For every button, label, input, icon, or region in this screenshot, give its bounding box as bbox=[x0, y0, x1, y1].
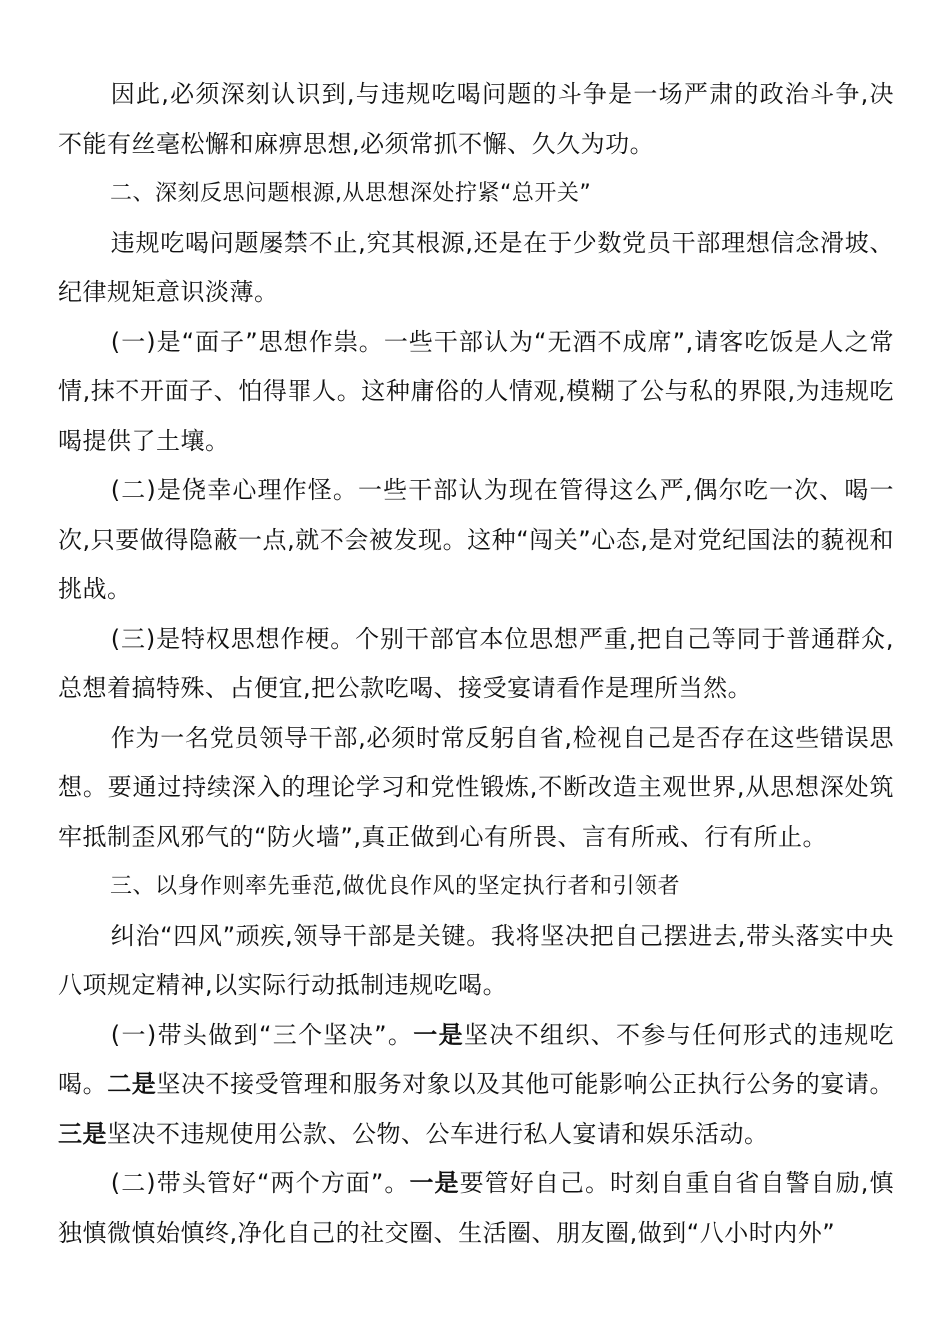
paragraph-self-reflection: 作为一名党员领导干部,必须时常反躬自省,检视自己是否存在这些错误思想。要通过持续深入的理论学习和党性锻炼,不断改造主观世界,从思想深处筑牢抵制歪风邪气的“防火墙”,真正做到心有所畏、言有所戒、行有所止。 bbox=[58, 723, 894, 851]
paragraph-conclusion: 因此,必须深刻认识到,与违规吃喝问题的斗争是一场严肃的政治斗争,决不能有丝毫松懈和麻痹思想,必须常抓不懈、久久为功。 bbox=[58, 80, 894, 158]
point-marker-3: 三是 bbox=[58, 1119, 107, 1148]
point-text-1: 要管好自己。时刻自重自省自警自励,慎独慎微慎始慎终,净化自己的社交圈、生活圈、朋友圈,做到“八小时内外” bbox=[58, 1169, 894, 1247]
point-marker-1: 一是 bbox=[413, 1020, 464, 1049]
paragraph-three-resolutions bbox=[58, 1011, 894, 1160]
paragraph-root-cause: 违规吃喝问题屡禁不止,究其根源,还是在于少数党员干部理想信念滑坡、纪律规矩意识淡薄。 bbox=[58, 228, 894, 306]
point-lead: (一)带头做到“三个坚决”。 bbox=[110, 1020, 414, 1049]
point-text-3: 坚决不违规使用公款、公物、公车进行私人宴请和娱乐活动。 bbox=[107, 1119, 769, 1148]
section-heading-3: 三、以身作则率先垂范,做优良作风的坚定执行者和引领者 bbox=[110, 874, 680, 899]
paragraph-leadership-key: 纠治“四风”顽疾,领导干部是关键。我将坚决把自己摆进去,带头落实中央八项规定精神,以实际行动抵制违规吃喝。 bbox=[58, 921, 894, 999]
paragraph-two-aspects bbox=[58, 1159, 894, 1258]
paragraph-face-mentality: (一)是“面子”思想作祟。一些干部认为“无酒不成席”,请客吃饭是人之常情,抹不开面子、怕得罪人。这种庸俗的人情观,模糊了公与私的界限,为违规吃喝提供了土壤。 bbox=[58, 327, 894, 455]
paragraph-privilege-mentality: (三)是特权思想作梗。个别干部官本位思想严重,把自己等同于普通群众,总想着搞特殊、占便宜,把公款吃喝、接受宴请看作是理所当然。 bbox=[58, 624, 894, 702]
point-text-2: 坚决不接受管理和服务对象以及其他可能影响公正执行公务的宴请。 bbox=[156, 1070, 895, 1098]
point-text-1: 坚决不组织、不参与任何形式的违规吃喝。 bbox=[58, 1020, 895, 1098]
point-marker-1: 一是 bbox=[409, 1169, 460, 1197]
paragraph-luck-mentality: (二)是侥幸心理作怪。一些干部认为现在管得这么严,偶尔吃一次、喝一次,只要做得隐蔽一点,就不会被发现。这种“闯关”心态,是对党纪国法的藐视和挑战。 bbox=[58, 476, 894, 603]
section-heading-2: 二、深刻反思问题根源,从思想深处拧紧“总开关” bbox=[110, 181, 592, 206]
point-lead: (二)带头管好“两个方面”。 bbox=[110, 1169, 410, 1197]
document-page bbox=[58, 70, 894, 1258]
point-marker-2: 二是 bbox=[107, 1070, 157, 1098]
